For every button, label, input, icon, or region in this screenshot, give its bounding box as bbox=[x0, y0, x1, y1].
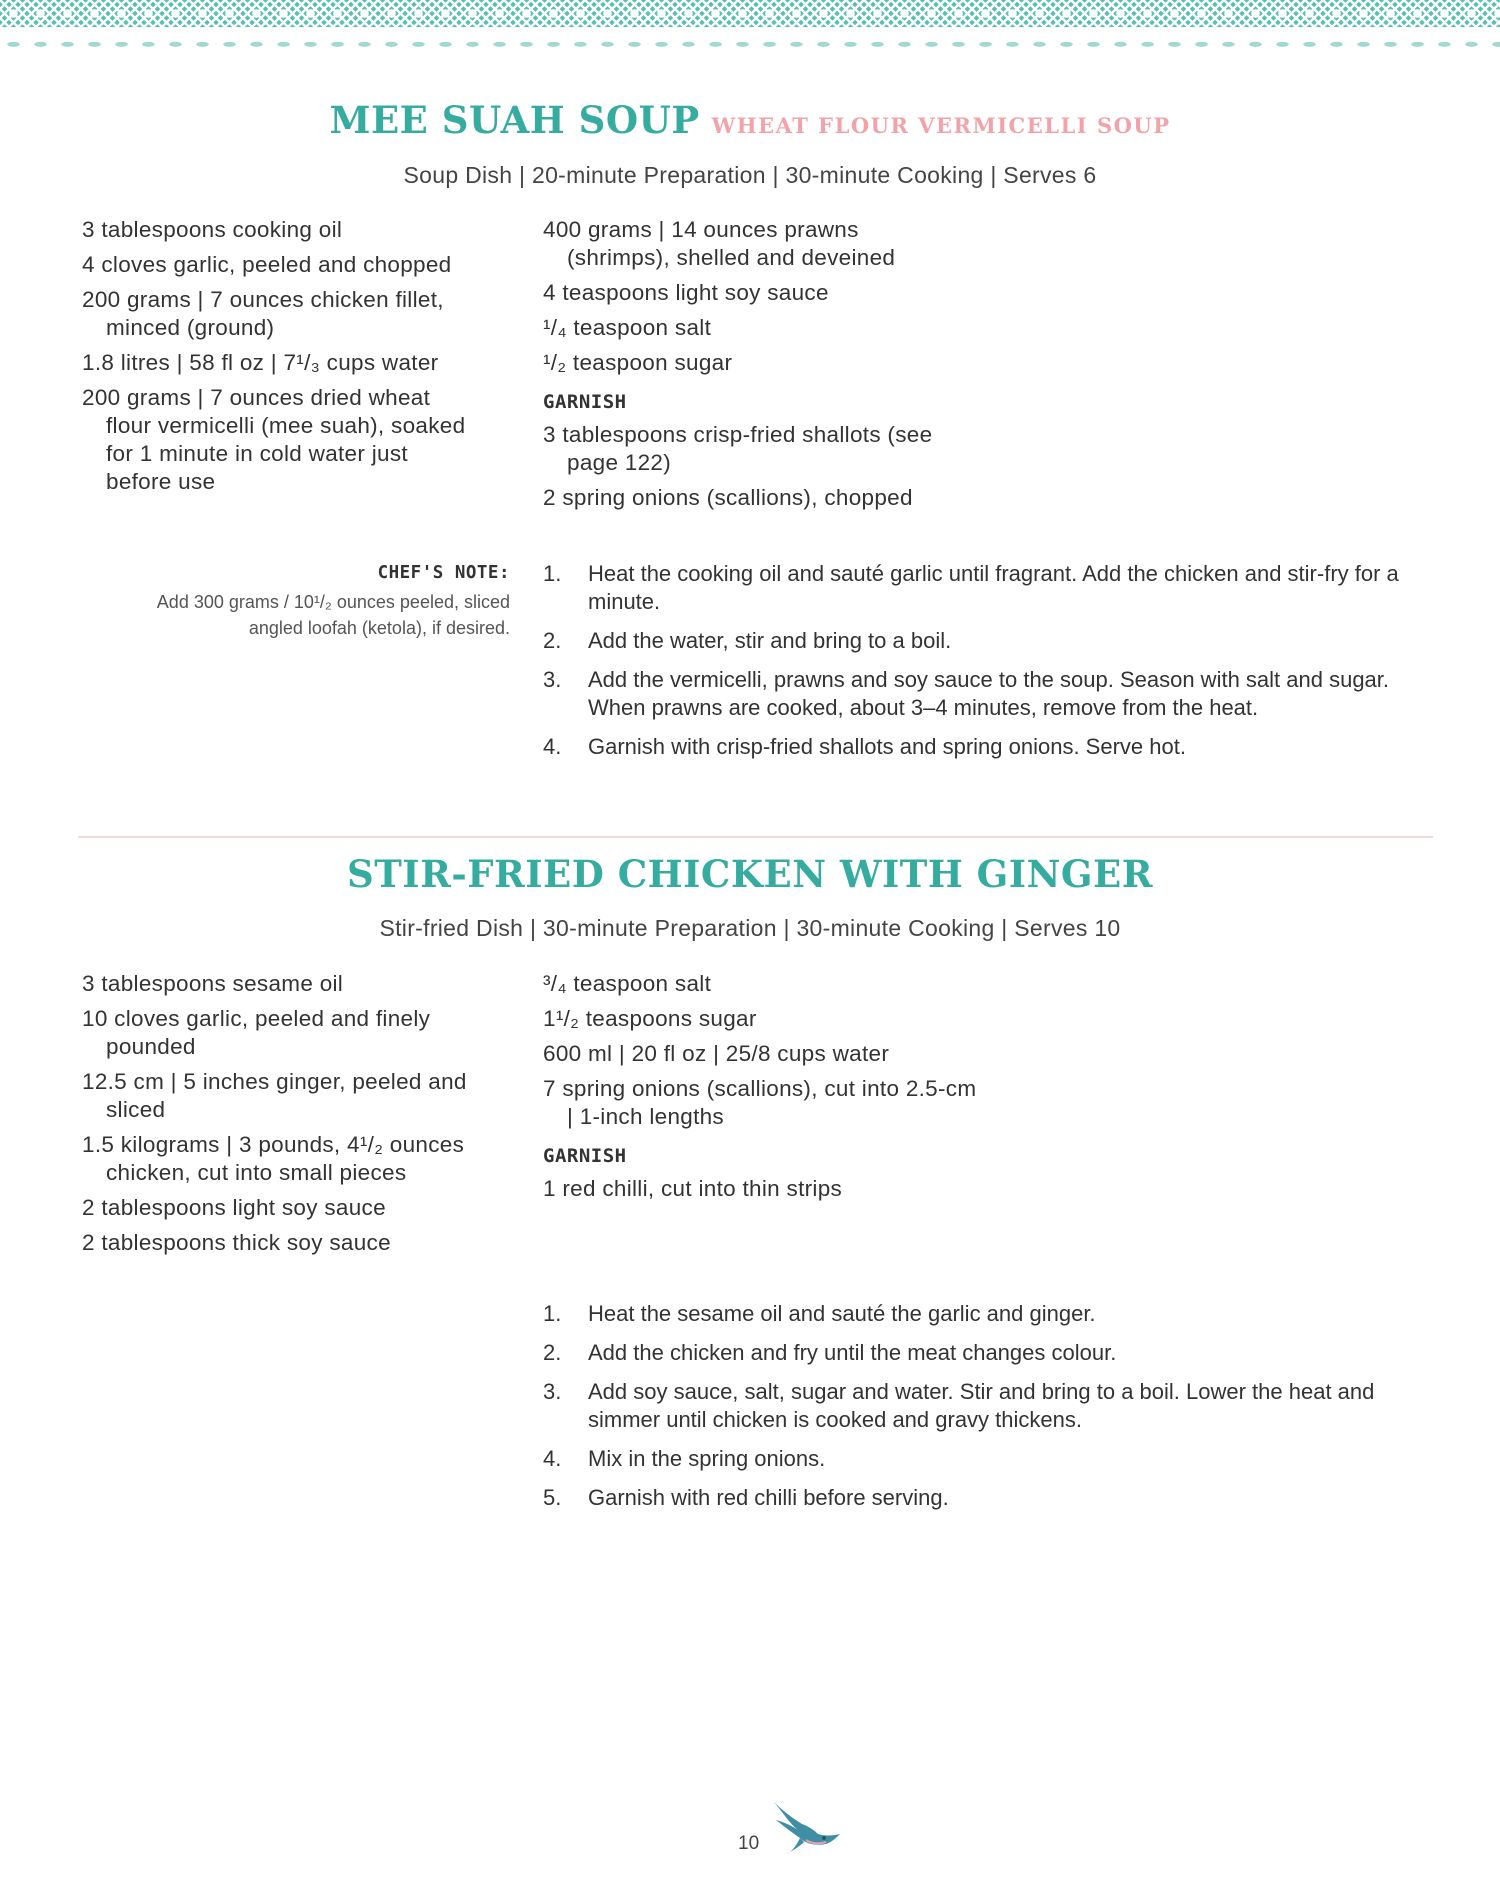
step-number: 1. bbox=[543, 1301, 562, 1326]
step-number: 3. bbox=[543, 667, 562, 692]
step-number: 3. bbox=[543, 1379, 562, 1404]
ingredient-item: 1.5 kilograms | 3 pounds, 4¹/₂ ounces chicken, cut into small pieces bbox=[82, 1132, 465, 1185]
method-step bbox=[543, 560, 1403, 616]
step-text: Garnish with red chilli before serving. bbox=[588, 1485, 949, 1510]
garnish-item: 1 red chilli, cut into thin strips bbox=[543, 1176, 843, 1201]
recipe2-meta: Stir-fried Dish | 30-minute Preparation | 30-minute Cooking | Serves 10 bbox=[379, 915, 1121, 941]
recipe1-title: MEE SUAH SOUP bbox=[329, 98, 700, 142]
method-step bbox=[543, 1300, 1403, 1328]
recipe1-garnish-heading: GARNISH bbox=[543, 391, 627, 413]
method-step bbox=[543, 1339, 1403, 1367]
step-number: 4. bbox=[543, 1446, 562, 1471]
method-step bbox=[543, 733, 1403, 761]
recipe2-ingredients-left bbox=[82, 970, 522, 1264]
garnish-item: 3 tablespoons crisp-fried shallots (see page 122) bbox=[543, 422, 933, 475]
recipe1-ingredients-left bbox=[82, 216, 512, 503]
ingredient-item: 7 spring onions (scallions), cut into 2.5-cm | 1-inch lengths bbox=[543, 1076, 977, 1129]
ingredient-item: 200 grams | 7 ounces chicken fillet, minced (ground) bbox=[82, 287, 444, 340]
ingredient-item: 12.5 cm | 5 inches ginger, peeled and sliced bbox=[82, 1069, 467, 1122]
ingredient-item: 3 tablespoons sesame oil bbox=[82, 971, 344, 996]
ingredient-item: 200 grams | 7 ounces dried wheat flour vermicelli (mee suah), soaked for 1 minute in cold water just before use bbox=[82, 385, 466, 494]
recipe2-title: STIR-FRIED CHICKEN WITH GINGER bbox=[347, 852, 1153, 896]
step-text: Heat the sesame oil and sauté the garlic and ginger. bbox=[588, 1301, 1096, 1326]
ingredient-item: 2 tablespoons thick soy sauce bbox=[82, 1230, 391, 1255]
decorative-top-border bbox=[0, 0, 1500, 38]
recipe1-ingredients-right bbox=[543, 216, 993, 519]
step-number: 2. bbox=[543, 628, 562, 653]
step-text: Add the water, stir and bring to a boil. bbox=[588, 628, 952, 653]
ingredient-item: 600 ml | 20 fl oz | 25/8 cups water bbox=[543, 1041, 890, 1066]
recipe2-ingredients-right bbox=[543, 970, 993, 1210]
chefs-note-text: Add 300 grams / 10¹/₂ ounces peeled, sliced angled loofah (ketola), if desired. bbox=[156, 592, 510, 638]
recipe1-steps bbox=[543, 560, 1403, 772]
ingredient-item: 400 grams | 14 ounces prawns (shrimps), shelled and deveined bbox=[543, 217, 896, 270]
recipe2-garnish-heading: GARNISH bbox=[543, 1145, 627, 1167]
step-text: Garnish with crisp-fried shallots and spring onions. Serve hot. bbox=[588, 734, 1186, 759]
ingredient-item: 1.8 litres | 58 fl oz | 7¹/₃ cups water bbox=[82, 350, 439, 375]
step-number: 5. bbox=[543, 1485, 562, 1510]
method-step bbox=[543, 1484, 1403, 1512]
recipe1-subtitle: WHEAT FLOUR VERMICELLI SOUP bbox=[711, 113, 1171, 138]
ingredient-item: 4 cloves garlic, peeled and chopped bbox=[82, 252, 452, 277]
swallow-bird-icon bbox=[770, 1800, 842, 1856]
step-text: Add soy sauce, salt, sugar and water. Stir and bring to a boil. Lower the heat and simmer until chicken is cooked and gravy thickens. bbox=[588, 1379, 1375, 1432]
method-step bbox=[543, 1445, 1403, 1473]
recipe1-chefs-note bbox=[130, 563, 510, 641]
chefs-note-heading: CHEF'S NOTE: bbox=[377, 563, 510, 583]
ingredient-item: 4 teaspoons light soy sauce bbox=[543, 280, 829, 305]
method-step bbox=[543, 1378, 1403, 1434]
section-divider bbox=[78, 836, 1433, 838]
method-step bbox=[543, 666, 1403, 722]
recipe1-title-row bbox=[0, 98, 1500, 142]
step-text: Add the chicken and fry until the meat changes colour. bbox=[588, 1340, 1117, 1365]
ingredient-item: 10 cloves garlic, peeled and finely pounded bbox=[82, 1006, 431, 1059]
step-text: Heat the cooking oil and sauté garlic until fragrant. Add the chicken and stir-fry for a minute. bbox=[588, 561, 1399, 614]
ingredient-item: 1¹/₂ teaspoons sugar bbox=[543, 1006, 757, 1031]
step-number: 1. bbox=[543, 561, 562, 586]
page-number: 10 bbox=[738, 1833, 760, 1854]
step-text: Add the vermicelli, prawns and soy sauce to the soup. Season with salt and sugar. When prawns are cooked, about 3–4 minutes, remove from the heat. bbox=[588, 667, 1390, 720]
ingredient-item: 2 tablespoons light soy sauce bbox=[82, 1195, 386, 1220]
method-step bbox=[543, 627, 1403, 655]
step-number: 2. bbox=[543, 1340, 562, 1365]
ingredient-item: 3 tablespoons cooking oil bbox=[82, 217, 343, 242]
ingredient-item: ³/₄ teaspoon salt bbox=[543, 971, 712, 996]
garnish-item: 2 spring onions (scallions), chopped bbox=[543, 485, 913, 510]
recipe2-steps bbox=[543, 1300, 1403, 1523]
ingredient-item: ¹/₄ teaspoon salt bbox=[543, 315, 712, 340]
step-text: Mix in the spring onions. bbox=[588, 1446, 826, 1471]
step-number: 4. bbox=[543, 734, 562, 759]
decorative-border-fringe bbox=[0, 38, 1500, 56]
ingredient-item: ¹/₂ teaspoon sugar bbox=[543, 350, 733, 375]
recipe1-meta: Soup Dish | 20-minute Preparation | 30-minute Cooking | Serves 6 bbox=[403, 162, 1097, 188]
recipe2-title-row bbox=[0, 852, 1500, 896]
